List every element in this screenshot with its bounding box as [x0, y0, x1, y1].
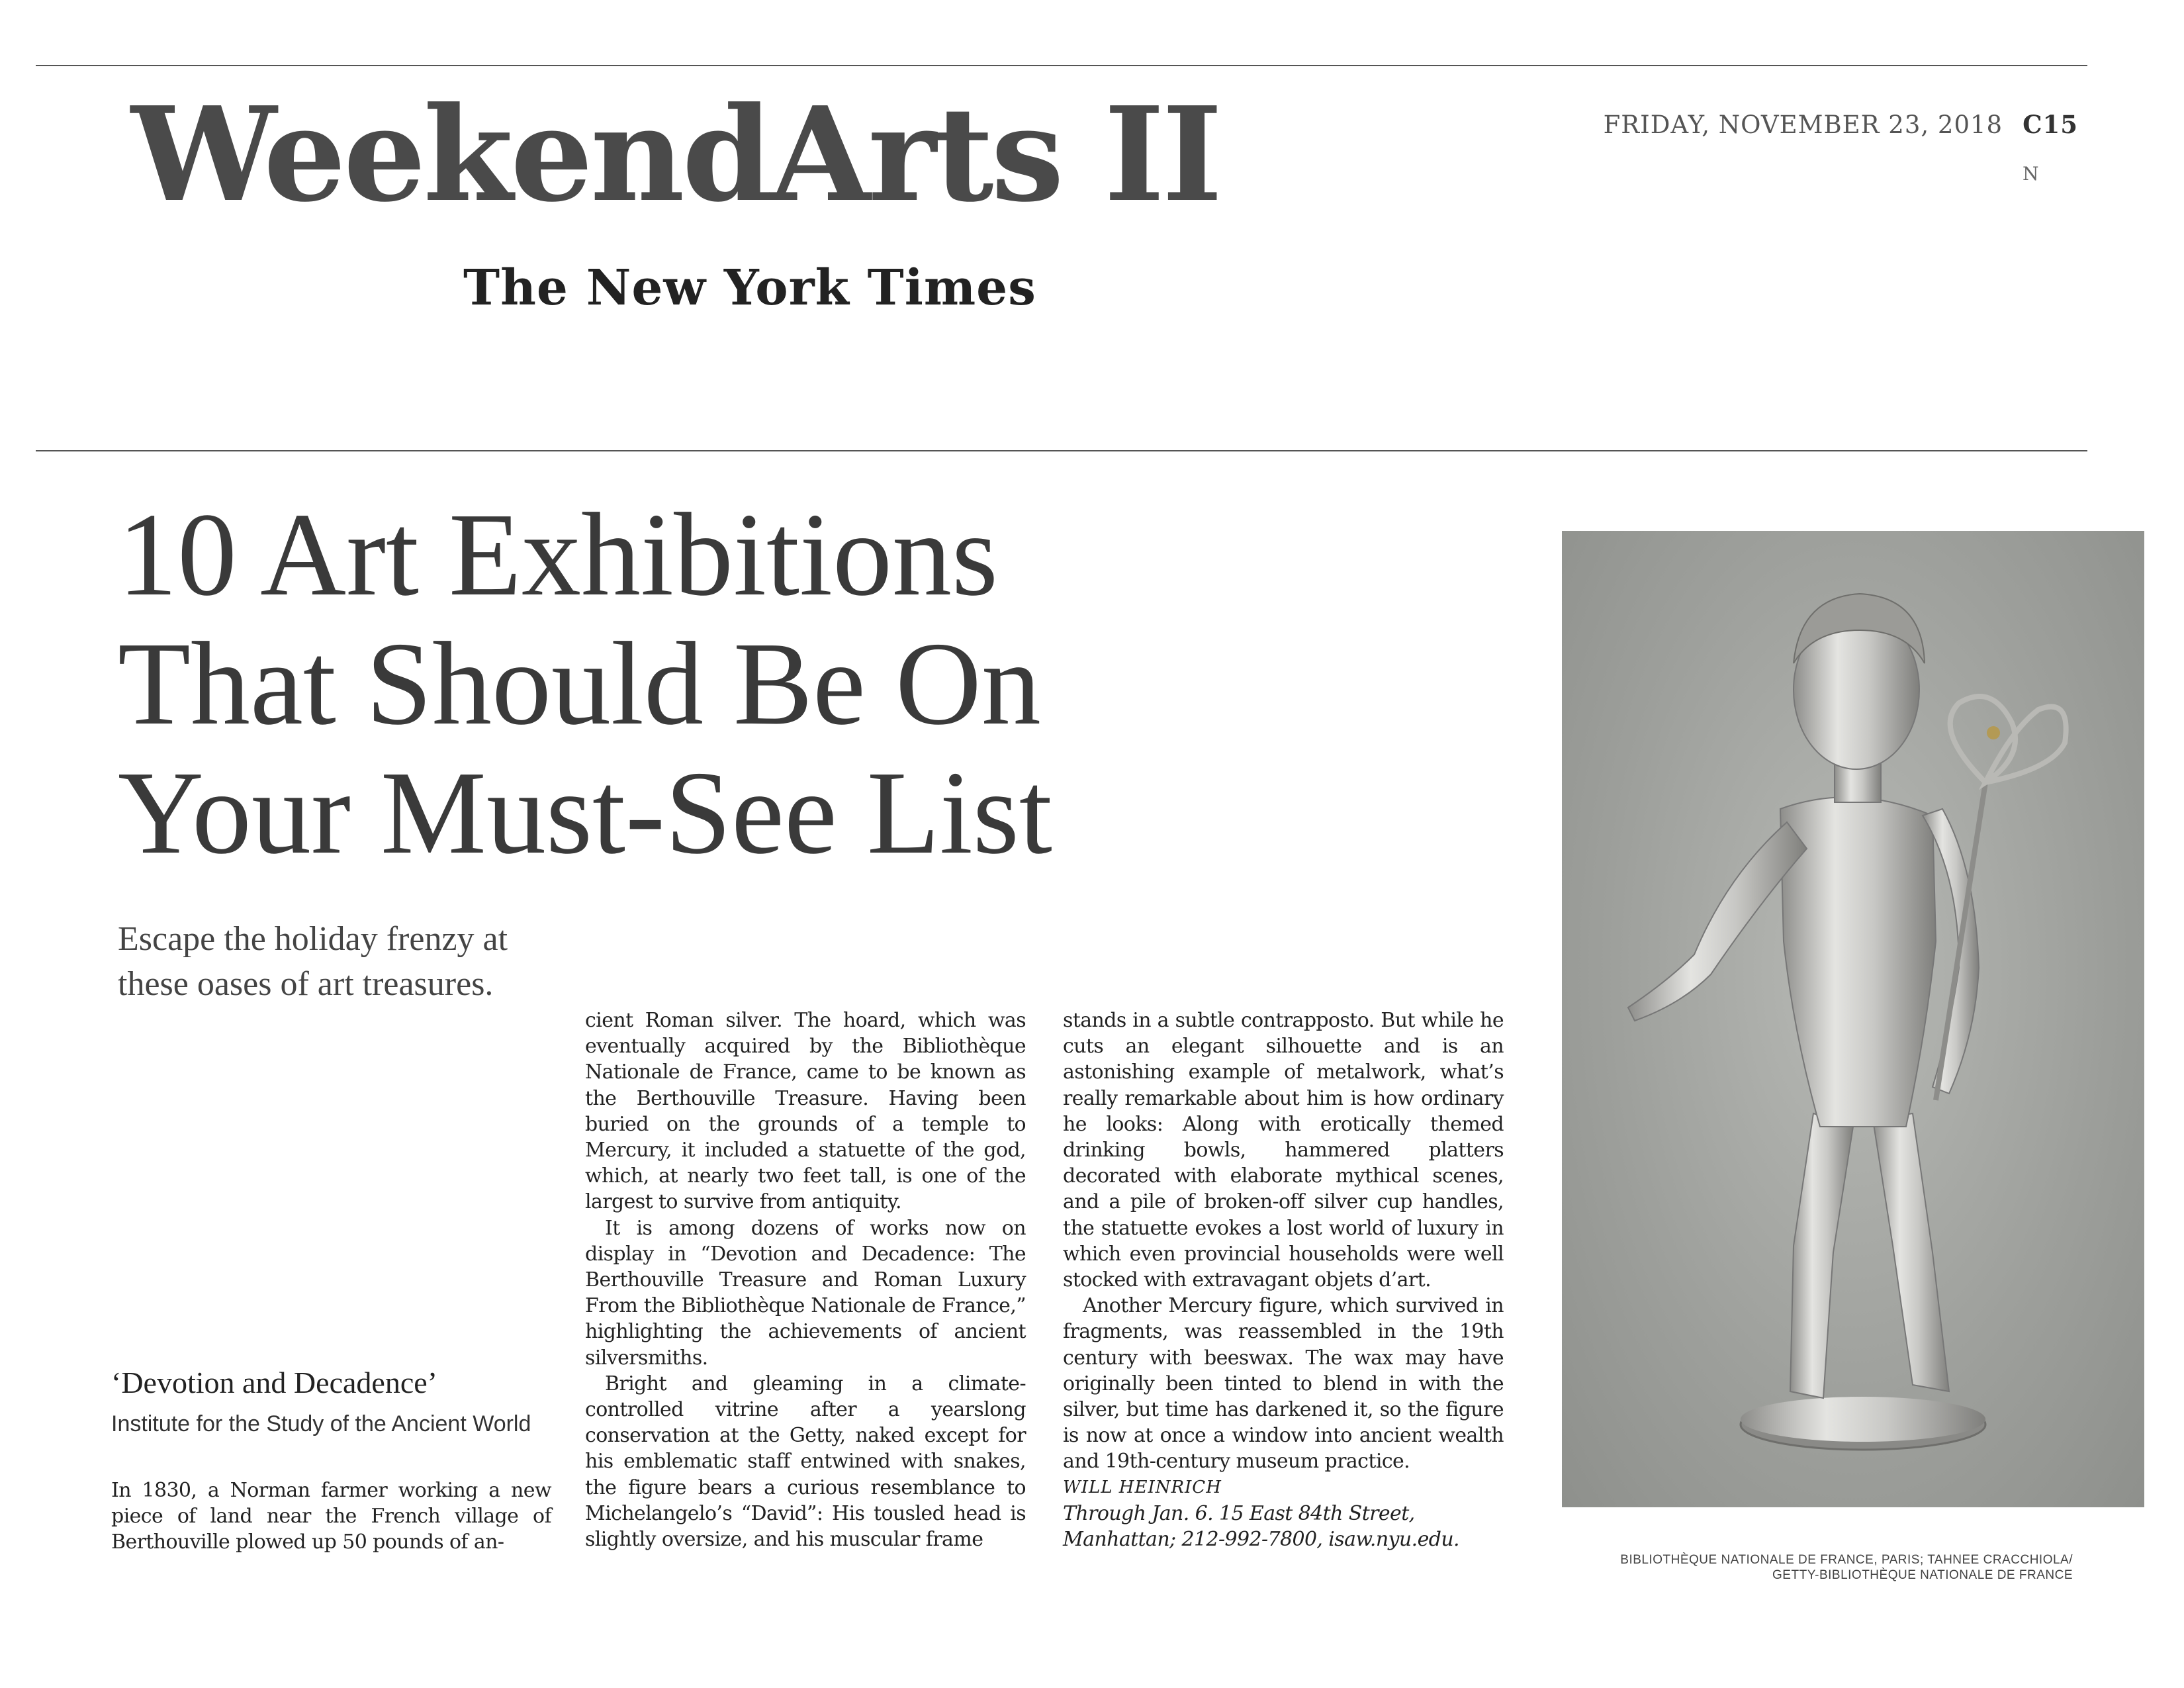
deck-line: these oases of art treasures.: [118, 965, 494, 1003]
exhibition-info: Through Jan. 6. 15 East 84th Street, Manhattan; 212-992-7800, isaw.nyu.edu.: [1063, 1501, 1459, 1552]
body-paragraph: Bright and gleaming in a climate-controlled vitrine after a yearslong conservation at the Getty, naked except for his emblematic staff entwined with snakes, the figure bears a curious resemblance to Michelangelo’s “David”: His tousled head is slightly oversize, and his muscular frame: [585, 1372, 1026, 1552]
headline-line: Your Must-See List: [118, 747, 1052, 878]
deck: [118, 917, 581, 1007]
statuette-illustration: [1562, 531, 2144, 1507]
issue-date: FRIDAY, NOVEMBER 23, 2018: [1603, 111, 2003, 139]
body-paragraph: stands in a subtle contrapposto. But while he cuts an elegant silhouette and is an astonishing example of metalwork, what’s really remarkable about him is how ordinary he looks: Along with erotically themed drinking bowls, hammered platters decorated with elaborate mythical scenes, and a pile of broken-off silver cup handles, the statuette evokes a lost world of luxury in which even provincial households were well stocked with extravagant objets d’art.: [1063, 1009, 1504, 1292]
byline: WILL HEINRICH: [1063, 1477, 1222, 1497]
headline: [118, 490, 1150, 877]
dateline: [1604, 110, 2078, 139]
body-paragraph: It is among dozens of works now on display in “Devotion and Decadence: The Berthouville Treasure and Roman Luxury From the Bibliothèque Nationale de France,” highlighting the achievements of ancient silversmiths.: [585, 1216, 1026, 1370]
body-column-1: [111, 1477, 551, 1556]
body-paragraph: cient Roman silver. The hoard, which was eventually acquired by the Bibliothèque Nationale de France, came to be known as the Berthouville Treasure. Having been buried on the grounds of a temple to Mercury, it included a statuette of the god, which, at nearly two feet tall, is one of the largest to survive from antiquity.: [585, 1009, 1026, 1214]
headline-line: That Should Be On: [118, 618, 1041, 749]
headline-line: 10 Art Exhibitions: [118, 489, 999, 620]
section-masthead: WeekendArts II: [131, 79, 1220, 231]
top-rule: [36, 65, 2087, 66]
newspaper-nameplate: The New York Times: [463, 259, 1036, 316]
header-bottom-rule: [36, 450, 2087, 451]
deck-line: Escape the holiday frenzy at: [118, 920, 508, 958]
mercury-statuette-photo: [1562, 531, 2144, 1507]
body-paragraph: In 1830, a Norman farmer working a new piece of land near the French village of Berthouville plowed up 50 pounds of an-: [111, 1479, 551, 1554]
photo-credit: [1570, 1552, 2073, 1583]
edition-marker: N: [2023, 163, 2039, 185]
venue-name: Institute for the Study of the Ancient World: [111, 1411, 531, 1436]
photo-credit-line: BIBLIOTHÈQUE NATIONALE DE FRANCE, PARIS; TAHNEE CRACCHIOLA/: [1620, 1553, 2073, 1567]
page-number: C15: [2023, 110, 2078, 139]
body-column-3: [1063, 1008, 1504, 1552]
exhibition-title: ‘Devotion and Decadence’: [111, 1366, 437, 1399]
photo-credit-line: GETTY-BIBLIOTHÈQUE NATIONALE DE FRANCE: [1772, 1568, 2073, 1582]
body-column-2: [585, 1008, 1026, 1552]
body-paragraph: Another Mercury figure, which survived in fragments, was reassembled in the 19th century with beeswax. The wax may have originally been tinted to blend in with the silver, but time has darkened it, so the figure is now at once a window into ancient wealth and 19th-century museum practice.: [1063, 1294, 1504, 1474]
